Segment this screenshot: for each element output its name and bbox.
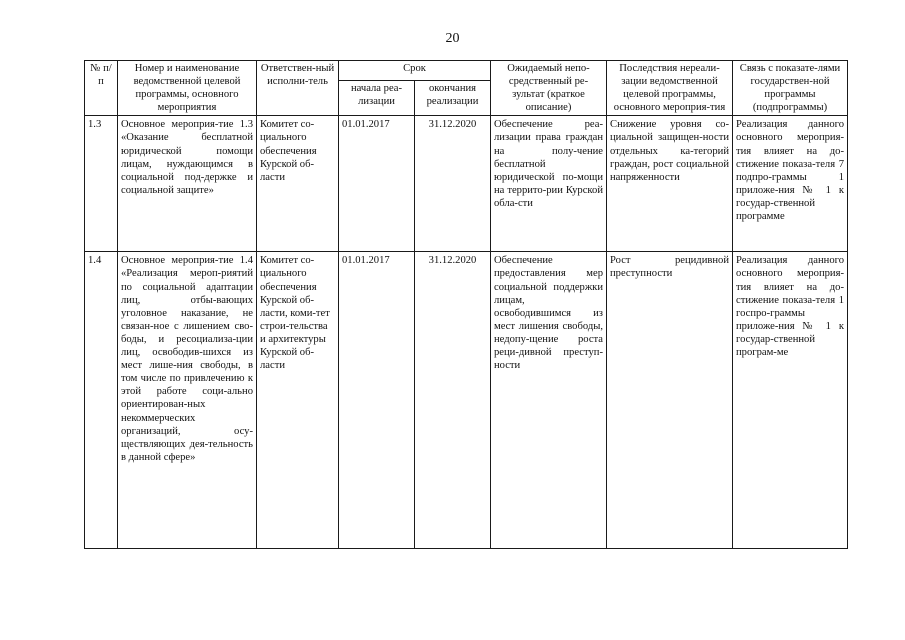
- table-row: [85, 252, 848, 549]
- row-start-date: 01.01.2017: [339, 116, 415, 252]
- row-num: 1.4: [85, 252, 118, 549]
- header-program: Номер и наименование ведомственной целевой программы, основного мероприятия: [118, 61, 257, 116]
- page-number: 20: [445, 31, 460, 46]
- row-link: Реализация данного основного мероприя-тия влияет на до-стижение показа-теля 7 подпро-граммы 1 приложе-ния № 1 к государ-ственной программе: [733, 116, 848, 252]
- row-consequences: Рост рецидивной преступности: [607, 252, 733, 549]
- row-executor: Комитет со-циального обеспечения Курской об-ласти, коми-тет строи-тельства и архитектуры Курской об-ласти: [257, 252, 339, 549]
- header-term-start: начала реа-лизации: [339, 80, 415, 116]
- header-consequences: Последствия нереали-зации ведомственной целевой программы, основного мероприя-тия: [607, 61, 733, 116]
- row-consequences: Снижение уровня со-циальной защищен-ности отдельных ка-тегорий граждан, рост социальной напряженности: [607, 116, 733, 252]
- header-link: Связь с показате-лями государствен-ной программы (подпрограммы): [733, 61, 848, 116]
- table-row: [85, 116, 848, 252]
- row-program: Основное мероприя-тие 1.3 «Оказание бесплатной юридической помощи лицам, нуждающимся в социальной под-держке и социальной защите»: [118, 116, 257, 252]
- header-term-end: окончания реализации: [415, 80, 491, 116]
- row-expected: Обеспечение предоставления мер социальной поддержки лицам, освободившимся из мест лишения свободы, недопу-щение роста реци-дивной преступ-ности: [491, 252, 607, 549]
- row-end-date: 31.12.2020: [415, 116, 491, 252]
- row-end-date: 31.12.2020: [415, 252, 491, 549]
- row-executor: Комитет со-циального обеспечения Курской об-ласти: [257, 116, 339, 252]
- program-table: [84, 60, 848, 549]
- row-expected: Обеспечение реа-лизации права граждан на полу-чение бесплатной юридической по-мощи на террито-рии Курской обла-сти: [491, 116, 607, 252]
- header-expected: Ожидаемый непо-средственный ре-зультат (краткое описание): [491, 61, 607, 116]
- header-term: Срок: [339, 61, 491, 81]
- header-row: [85, 61, 848, 81]
- row-link: Реализация данного основного мероприя-тия влияет на до-стижение показа-теля 1 госпро-граммы приложе-ния № 1 к государ-ственной програм-ме: [733, 252, 848, 549]
- header-executor: Ответствен-ный исполни-тель: [257, 61, 339, 116]
- header-num: № п/п: [85, 61, 118, 116]
- row-num: 1.3: [85, 116, 118, 252]
- row-program: Основное мероприя-тие 1.4 «Реализация мероп-риятий по социальной адаптации лиц, отбы-вающих уголовное наказание, не связан-ное с лишением сво-боды, и ресоциализа-ции лиц, освободив-шихся из мест лише-ния свободы, в том числе по привлечению к этой работе соци-ально ориентирован-ных некоммерческих организаций, осу-ществляющих дея-тельность в данной сфере»: [118, 252, 257, 549]
- row-start-date: 01.01.2017: [339, 252, 415, 549]
